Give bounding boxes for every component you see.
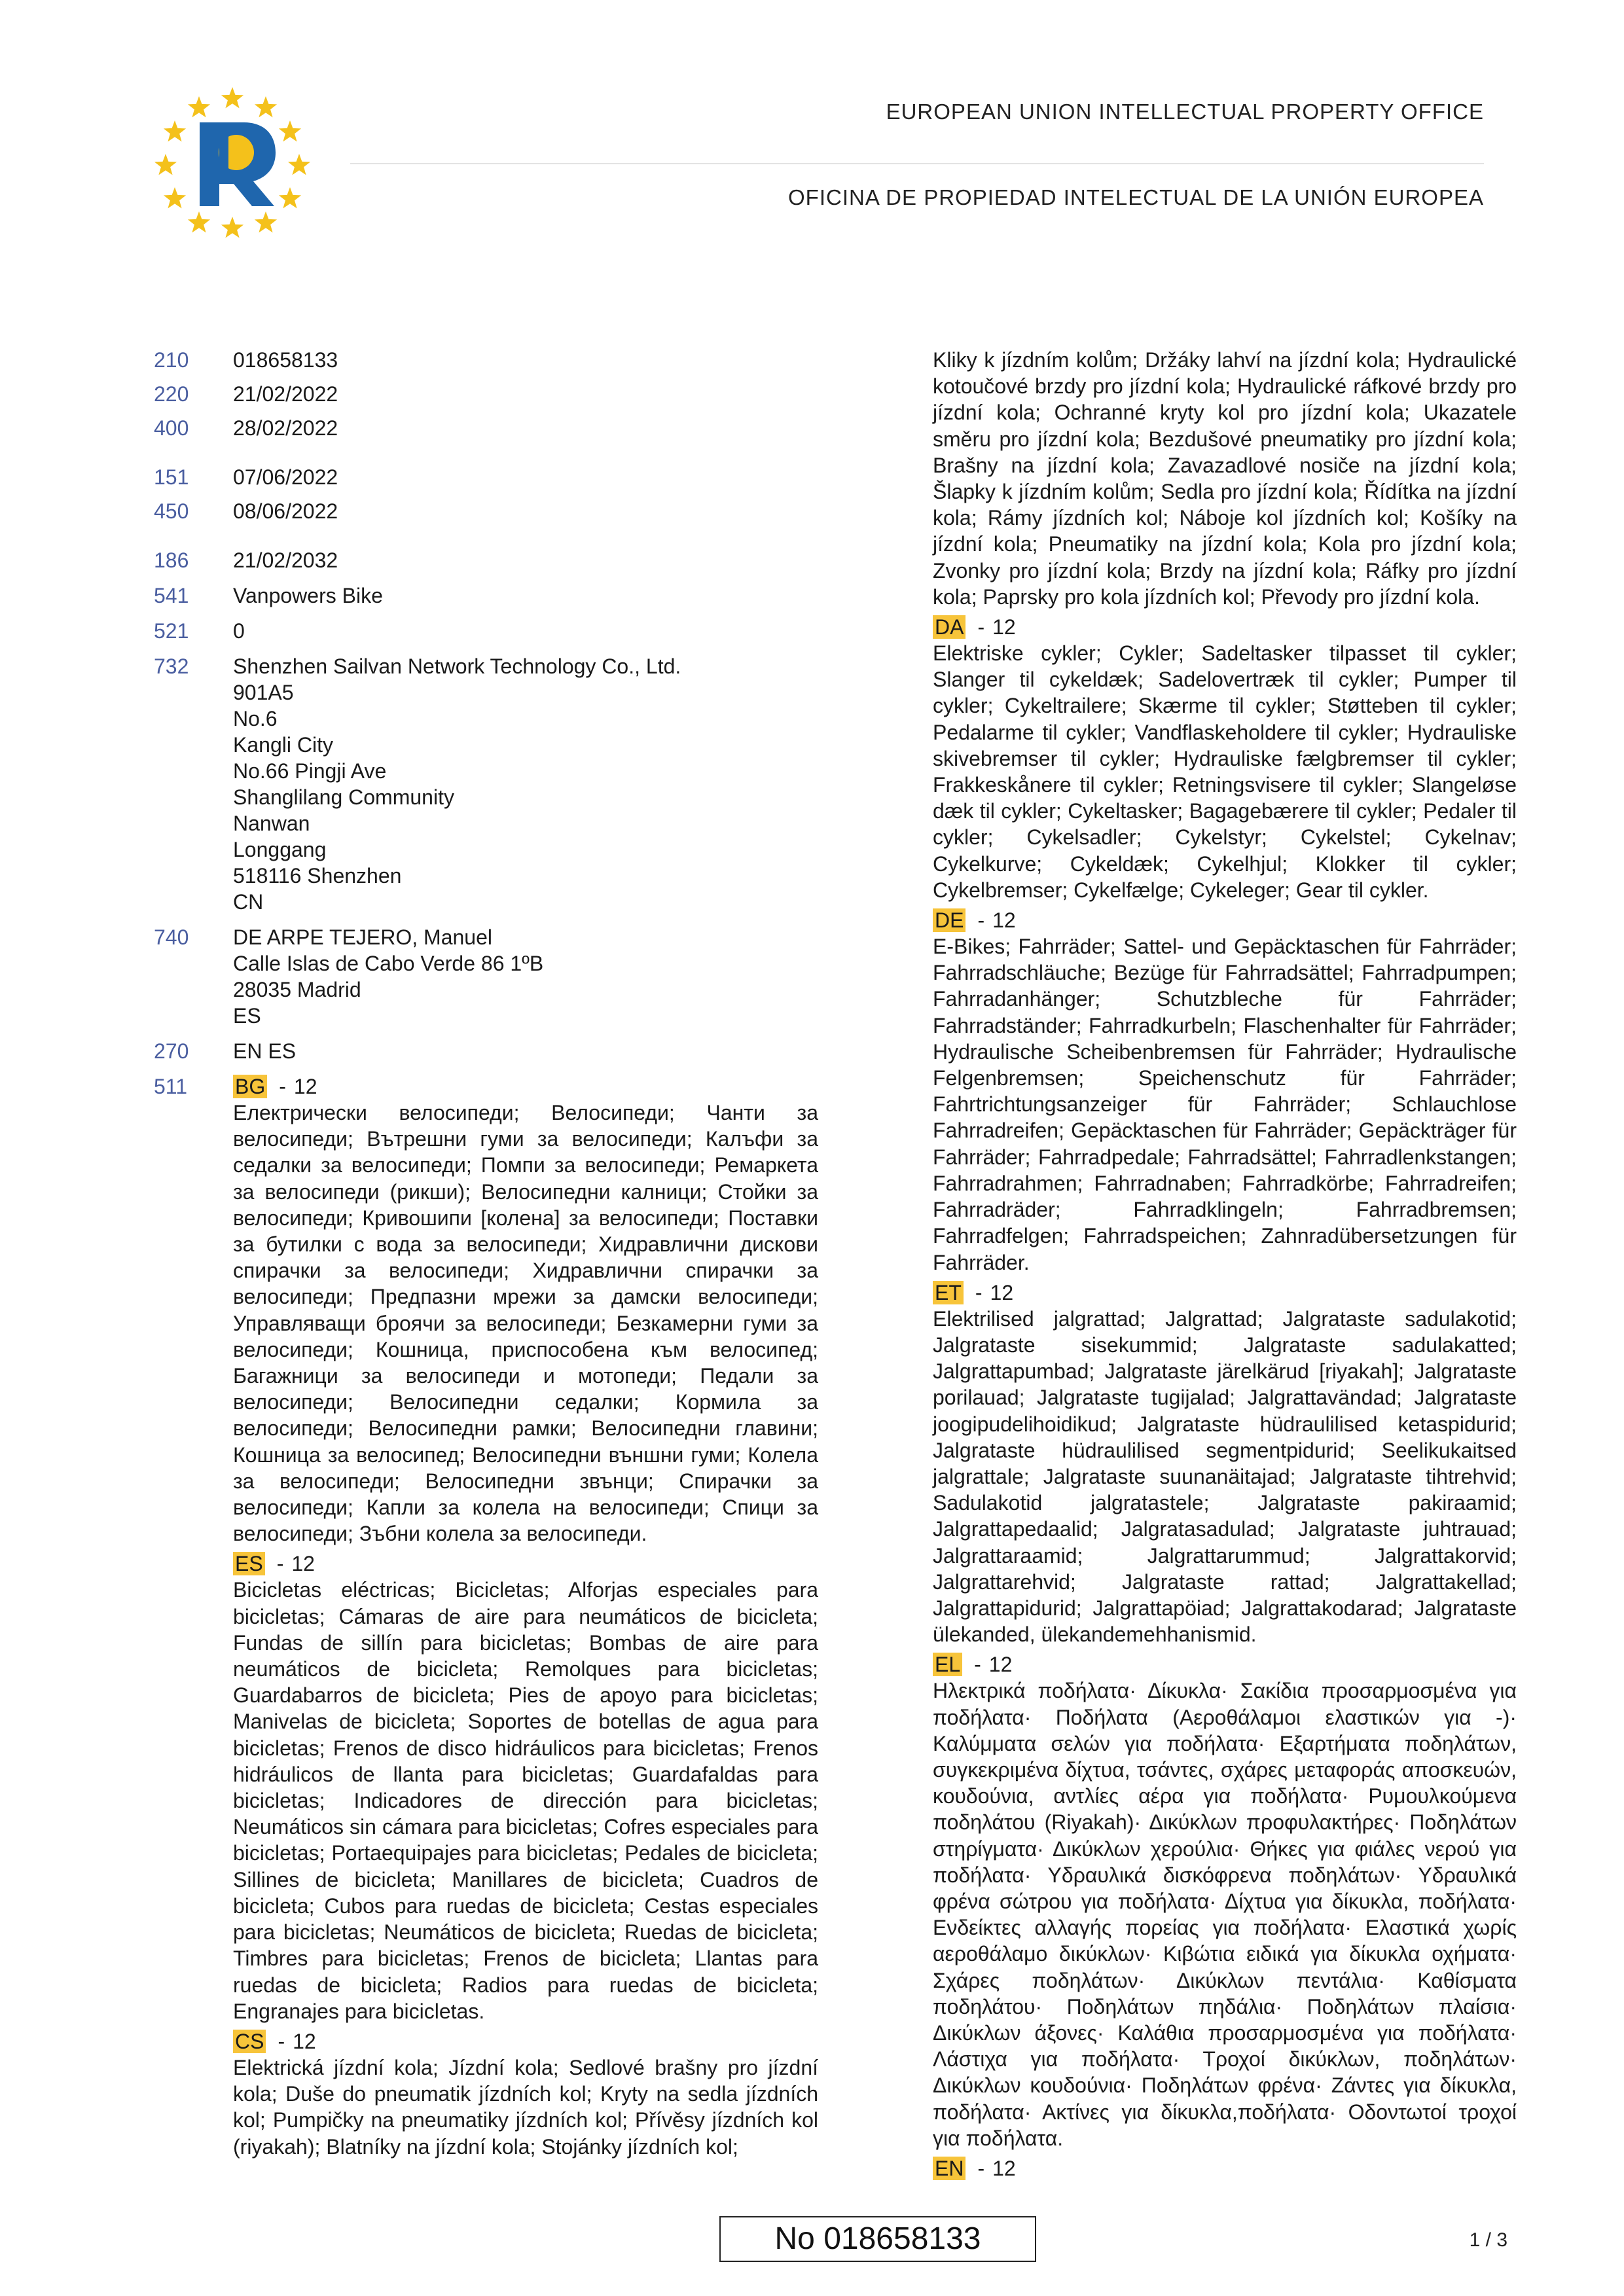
separator: - bbox=[977, 2157, 985, 2180]
field-code: 186 bbox=[154, 548, 189, 572]
field-code: 541 bbox=[154, 584, 189, 607]
goods-heading-de bbox=[933, 907, 1517, 933]
goods-text-cs: Elektrická jízdní kola; Jízdní kola; Sedlové brašny pro jízdní kola; Duše do pneumatik jízdních kol; Kryty na sedla jízdních kol; Pumpičky na pneumatiky jízdních kol; Přívěsy jízdních kol (riyakah); Blatníky na jízdní kola; Stojánky jízdních kol; bbox=[233, 2055, 818, 2159]
field-210 bbox=[154, 347, 818, 373]
field-value: 08/06/2022 bbox=[233, 499, 338, 523]
separator: - bbox=[975, 1280, 983, 1304]
office-name-es: OFICINA DE PROPIEDAD INTELECTUAL DE LA UNIÓN EUROPEA bbox=[788, 185, 1484, 209]
field-511-goods bbox=[154, 1073, 818, 2160]
address-line: DE ARPE TEJERO, Manuel bbox=[233, 925, 492, 949]
goods-heading-da bbox=[933, 614, 1517, 640]
class-number: 12 bbox=[992, 615, 1016, 639]
right-column bbox=[933, 347, 1517, 2181]
separator: - bbox=[974, 1653, 981, 1677]
field-220 bbox=[154, 381, 818, 407]
class-number: 12 bbox=[992, 908, 1016, 933]
class-number: 12 bbox=[291, 1552, 315, 1576]
address-line: ES bbox=[233, 1004, 261, 1028]
lang-code: EN bbox=[933, 2157, 965, 2180]
field-541 bbox=[154, 583, 818, 609]
field-code: 400 bbox=[154, 416, 189, 440]
field-270 bbox=[154, 1038, 818, 1064]
field-186 bbox=[154, 547, 818, 573]
lang-code: EL bbox=[933, 1653, 962, 1676]
lang-code: DE bbox=[933, 908, 965, 932]
goods-text-bg: Електрически велосипеди; Велосипеди; Чанти за велосипеди; Вътрешни гуми за велосипеди; Калъфи за седалки за велосипеди; Помпи за велосипеди; Ремаркета за велосипеди (рикши); Велосипедни калници; Стойки за велосипеди; Кривошипи [колена] за велосипеди; Поставки за бутилки с вода за велосипеди; Хидравлични дискови спирачки за велосипеди; Хидравлични спирачки за велосипеди; Предпазни мрежи за дамски велосипеди; Управляващи броячи за велосипеди; Безкамерни гуми за велосипеди; Кошница, приспособена към велосипед; Багажници за велосипеди и мотопеди; Педали за велосипеди; Велосипедни седалки; Кормила за велосипеди; Велосипедни рамки; Велосипедни главини; Кошница за велосипед; Велосипедни външни гуми; Колела за велосипеди; Велосипедни звънци; Спирачки за велосипеди; Капли за колела на велосипеди; Спици за велосипеди; Зъбни колела за велосипеди. bbox=[233, 1101, 818, 1546]
office-name-en: EUROPEAN UNION INTELLECTUAL PROPERTY OFFICE bbox=[886, 99, 1484, 124]
address-line: Shenzhen Sailvan Network Technology Co., Ltd. bbox=[233, 655, 681, 678]
address-line: No.6 bbox=[233, 707, 278, 730]
field-code: 521 bbox=[154, 619, 189, 643]
separator: - bbox=[278, 2029, 285, 2053]
class-number: 12 bbox=[293, 2029, 316, 2053]
separator: - bbox=[977, 615, 985, 639]
field-value: 21/02/2022 bbox=[233, 382, 338, 406]
address-line: Kangli City bbox=[233, 733, 333, 757]
goods-heading-es bbox=[233, 1551, 818, 1577]
address-line: No.66 Pingji Ave bbox=[233, 759, 387, 783]
separator: - bbox=[276, 1552, 284, 1576]
registration-number-box: No 018658133 bbox=[719, 2216, 1036, 2262]
goods-text-cs-continued: Kliky k jízdním kolům; Držáky lahví na jízdní kola; Hydraulické kotoučové brzdy pro jízdní kola; Hydraulické ráfkové brzdy pro jízdní kola; Ochranné kryty kol pro jízdní kola; Ukazatele směru pro jízdní kola; Bezdušové pneumatiky pro jízdní kola; Brašny na jízdní kola; Zavazadlové nosiče na jízdní kola; Šlapky k jízdním kolům; Sedla pro jízdní kola; Řídítka na jízdní kola; Rámy jízdních kol; Náboje kol jízdních kol; Košíky na jízdní kola; Pneumatiky na jízdní kola; Kola pro jízdní kola; Zvonky pro jízdní kola; Brzdy na jízdní kola; Ráfky pro jízdní kola; Paprsky pro kola jízdních kol; Převody pro jízdní kola. bbox=[933, 348, 1517, 609]
page-number: 1 / 3 bbox=[1469, 2229, 1507, 2251]
address-line: Nanwan bbox=[233, 812, 310, 835]
field-400 bbox=[154, 415, 818, 441]
field-732-applicant bbox=[154, 653, 818, 915]
field-value: 018658133 bbox=[233, 348, 338, 372]
class-number: 12 bbox=[988, 1653, 1013, 1677]
field-value bbox=[233, 924, 818, 1029]
field-code: 270 bbox=[154, 1039, 189, 1063]
lang-code: ET bbox=[933, 1281, 964, 1304]
lang-code: DA bbox=[933, 615, 965, 639]
goods-heading-cs bbox=[233, 2028, 818, 2054]
address-line: Shanglilang Community bbox=[233, 785, 454, 809]
field-value: EN ES bbox=[233, 1039, 297, 1063]
field-code: 220 bbox=[154, 382, 189, 406]
header-divider bbox=[350, 163, 1484, 164]
field-code: 450 bbox=[154, 499, 189, 523]
address-line: 28035 Madrid bbox=[233, 978, 361, 1001]
class-number: 12 bbox=[990, 1280, 1014, 1304]
class-number: 12 bbox=[992, 2157, 1016, 2180]
field-code: 740 bbox=[154, 925, 189, 949]
goods-text-es: Bicicletas eléctricas; Bicicletas; Alforjas especiales para bicicletas; Cámaras de aire para neumáticos de bicicleta; Fundas de sillín para bicicletas; Bombas de aire para neumáticos de bicicleta; Remolques para bicicletas; Guardabarros de bicicleta; Pies de apoyo para bicicletas; Manivelas de bicicleta; Soportes de botellas de agua para bicicletas; Frenos de disco hidráulicos para bicicletas; Frenos hidráulicos de llanta para bicicletas; Guardafaldas para bicicletas; Indicadores de dirección para bicicletas; Neumáticos sin cámara para bicicletas; Cofres especiales para bicicletas; Portaequipajes para bicicletas; Pedales de bicicleta; Sillines de bicicleta; Manillares de bicicleta; Cuadros de bicicleta; Cubos para ruedas de bicicleta; Cestas especiales para bicicletas; Neumáticos de bicicleta; Ruedas de bicicleta; Timbres para bicicletas; Frenos de bicicleta; Llantas para ruedas de bicicleta; Radios para ruedas de bicicleta; Engranajes para bicicletas. bbox=[233, 1578, 818, 2023]
goods-text-et: Elektrilised jalgrattad; Jalgrattad; Jalgrataste sadulakotid; Jalgrataste sisekummid; Jalgrataste sadulakatted; Jalgrattapumbad; Jalgrataste järelkärud [riyakah]; Jalgrataste porilauad; Jalgrataste tugijalad; Jalgrattavändad; Jalgrataste joogipudelihoidikud; Jalgrataste hüdraulilised ketaspidurid; Jalgrataste hüdraulilised segmentpidurid; Seelikukaitsed jalgrattale; Jalgrataste suunanäitajad; Jalgrataste tihtrehvid; Sadulakotid jalgratastele; Jalgrataste pakiraamid; Jalgrattapedaalid; Jalgratasadulad; Jalgrataste juhtrauad; Jalgrattaraamid; Jalgrattarummud; Jalgrattakorvid; Jalgrattarehvid; Jalgrataste rattad; Jalgrattakellad; Jalgrattapidurid; Jalgrattapöiad; Jalgrattakodarad; Jalgrataste ülekanded, ülekandemehhanismid. bbox=[933, 1306, 1517, 1647]
goods-heading-en bbox=[933, 2155, 1517, 2181]
goods-text-de: E-Bikes; Fahrräder; Sattel- und Gepäcktaschen für Fahrräder; Fahrradschläuche; Bezüge für Fahrradsättel; Fahrradpumpen; Fahrradanhänger; Schutzbleche für Fahrräder; Fahrradständer; Fahrradkurbeln; Flaschenhalter für Fahrräder; Hydraulische Scheibenbremsen für Fahrräder; Hydraulische Felgenbremsen; Speichenschutz für Fahrräder; Fahrtrichtungsanzeiger für Fahrräder; Schlauchlose Fahrradreifen; Gepäcktaschen für Fahrräder; Gepäckträger für Fahrräder; Fahrradpedale; Fahrradsättel; Fahrradlenkstangen; Fahrradrahmen; Fahrradnaben; Fahrradkörbe; Fahrradreifen; Fahrradräder; Fahrradklingeln; Fahrradbremsen; Fahrradfelgen; Fahrradspeichen; Zahnradübersetzungen für Fahrräder. bbox=[933, 935, 1517, 1274]
goods-text-el: Ηλεκτρικά ποδήλατα· Δίκυκλα· Σακίδια προσαρμοσμένα για ποδήλατα· Ποδήλατα (Αεροθάλαμοι ελαστικών για -)· Καλύμματα σελών για ποδήλατα· Εξαρτήματα ποδηλάτων, συγκεκριμένα δίχτυα, τσάντες, σχάρες μεταφοράς αποσκευών, κουδούνια, αντλίες αέρα για ποδήλατα· Ρυμουλκούμενα ποδηλάτου (Riyakah)· Δικύκλων προφυλακτήρες· Ποδηλάτων στηρίγματα· Δικύκλων χερούλια· Θήκες για φιάλες νερού για ποδήλατα· Υδραυλικά δισκόφρενα ποδηλάτων· Υδραυλικά φρένα σώτρου για ποδήλατα· Δίχτυα για δίκυκλα, ποδήλατα· Ενδείκτες αλλαγής πορείας για ποδήλατα· Ελαστικά χωρίς αεροθάλαμο δικύκλων· Κιβώτια ειδικά για δίκυκλα οχήματα· Σχάρες ποδηλάτων· Δικύκλων πεντάλια· Καθίσματα ποδηλάτου· Ποδηλάτων πηδάλια· Ποδηλάτων πλαίσια· Δικύκλων άξονες· Καλάθια προσαρμοσμένα για ποδήλατα· Λάστιχα για ποδήλατα· Τροχοί δικύκλων, ποδηλάτων· Δικύκλων κουδούνια· Ποδηλάτων φρένα· Ζάντες για δίκυκλα, ποδήλατα· Ακτίνες για δίκυκλα,ποδήλατα· Οδοντωτοί τροχοί για ποδήλατα. bbox=[933, 1679, 1517, 2150]
address-line: CN bbox=[233, 890, 264, 914]
field-code: 210 bbox=[154, 348, 189, 372]
address-line: Longgang bbox=[233, 838, 327, 861]
field-151 bbox=[154, 464, 818, 490]
separator: - bbox=[279, 1075, 286, 1098]
field-value: Vanpowers Bike bbox=[233, 584, 383, 607]
r-symbol-icon bbox=[200, 122, 276, 206]
lang-code: CS bbox=[233, 2030, 266, 2053]
address-line: Calle Islas de Cabo Verde 86 1ºB bbox=[233, 952, 544, 975]
address-line: 901A5 bbox=[233, 681, 294, 704]
goods-heading-et bbox=[933, 1280, 1517, 1306]
field-450 bbox=[154, 498, 818, 524]
separator: - bbox=[977, 908, 985, 933]
field-value: 0 bbox=[233, 619, 245, 643]
field-value: 07/06/2022 bbox=[233, 465, 338, 489]
field-value bbox=[233, 653, 818, 915]
euipo-logo bbox=[154, 82, 311, 239]
field-740-representative bbox=[154, 924, 818, 1029]
goods-heading-bg bbox=[233, 1073, 818, 1100]
lang-code: BG bbox=[233, 1075, 267, 1098]
class-number: 12 bbox=[293, 1075, 317, 1098]
goods-heading-el bbox=[933, 1651, 1517, 1677]
field-code: 151 bbox=[154, 465, 189, 489]
field-value: 28/02/2022 bbox=[233, 416, 338, 440]
goods-list bbox=[233, 1073, 818, 2160]
field-code: 511 bbox=[154, 1075, 188, 1098]
field-521 bbox=[154, 618, 818, 644]
field-value: 21/02/2032 bbox=[233, 548, 338, 572]
address-line: 518116 Shenzhen bbox=[233, 864, 402, 888]
lang-code: ES bbox=[233, 1552, 265, 1575]
left-column bbox=[154, 347, 818, 2160]
field-code: 732 bbox=[154, 655, 189, 678]
goods-text-da: Elektriske cykler; Cykler; Sadeltasker tilpasset til cykler; Slanger til cykeldæk; Sadelovertræk til cykler; Pumper til cykler; Cykeltrailere; Skærme til cykler; Støtteben til cykler; Pedalarme til cykler; Vandflaskeholdere til cykler; Hydrauliske skivebremser til cykler; Hydrauliske fælgbremser til cykler; Frakkeskånere til cykler; Retningsvisere til cykler; Slangeløse dæk til cykler; Cykeltasker; Bagagebærere til cykler; Pedaler til cykler; Cykelsadler; Cykelstyr; Cykelstel; Cykelnav; Cykelkurve; Cykeldæk; Cykelhjul; Klokker til cykler; Cykelbremser; Cykelfælge; Cykeleger; Gear til cykler. bbox=[933, 641, 1517, 902]
